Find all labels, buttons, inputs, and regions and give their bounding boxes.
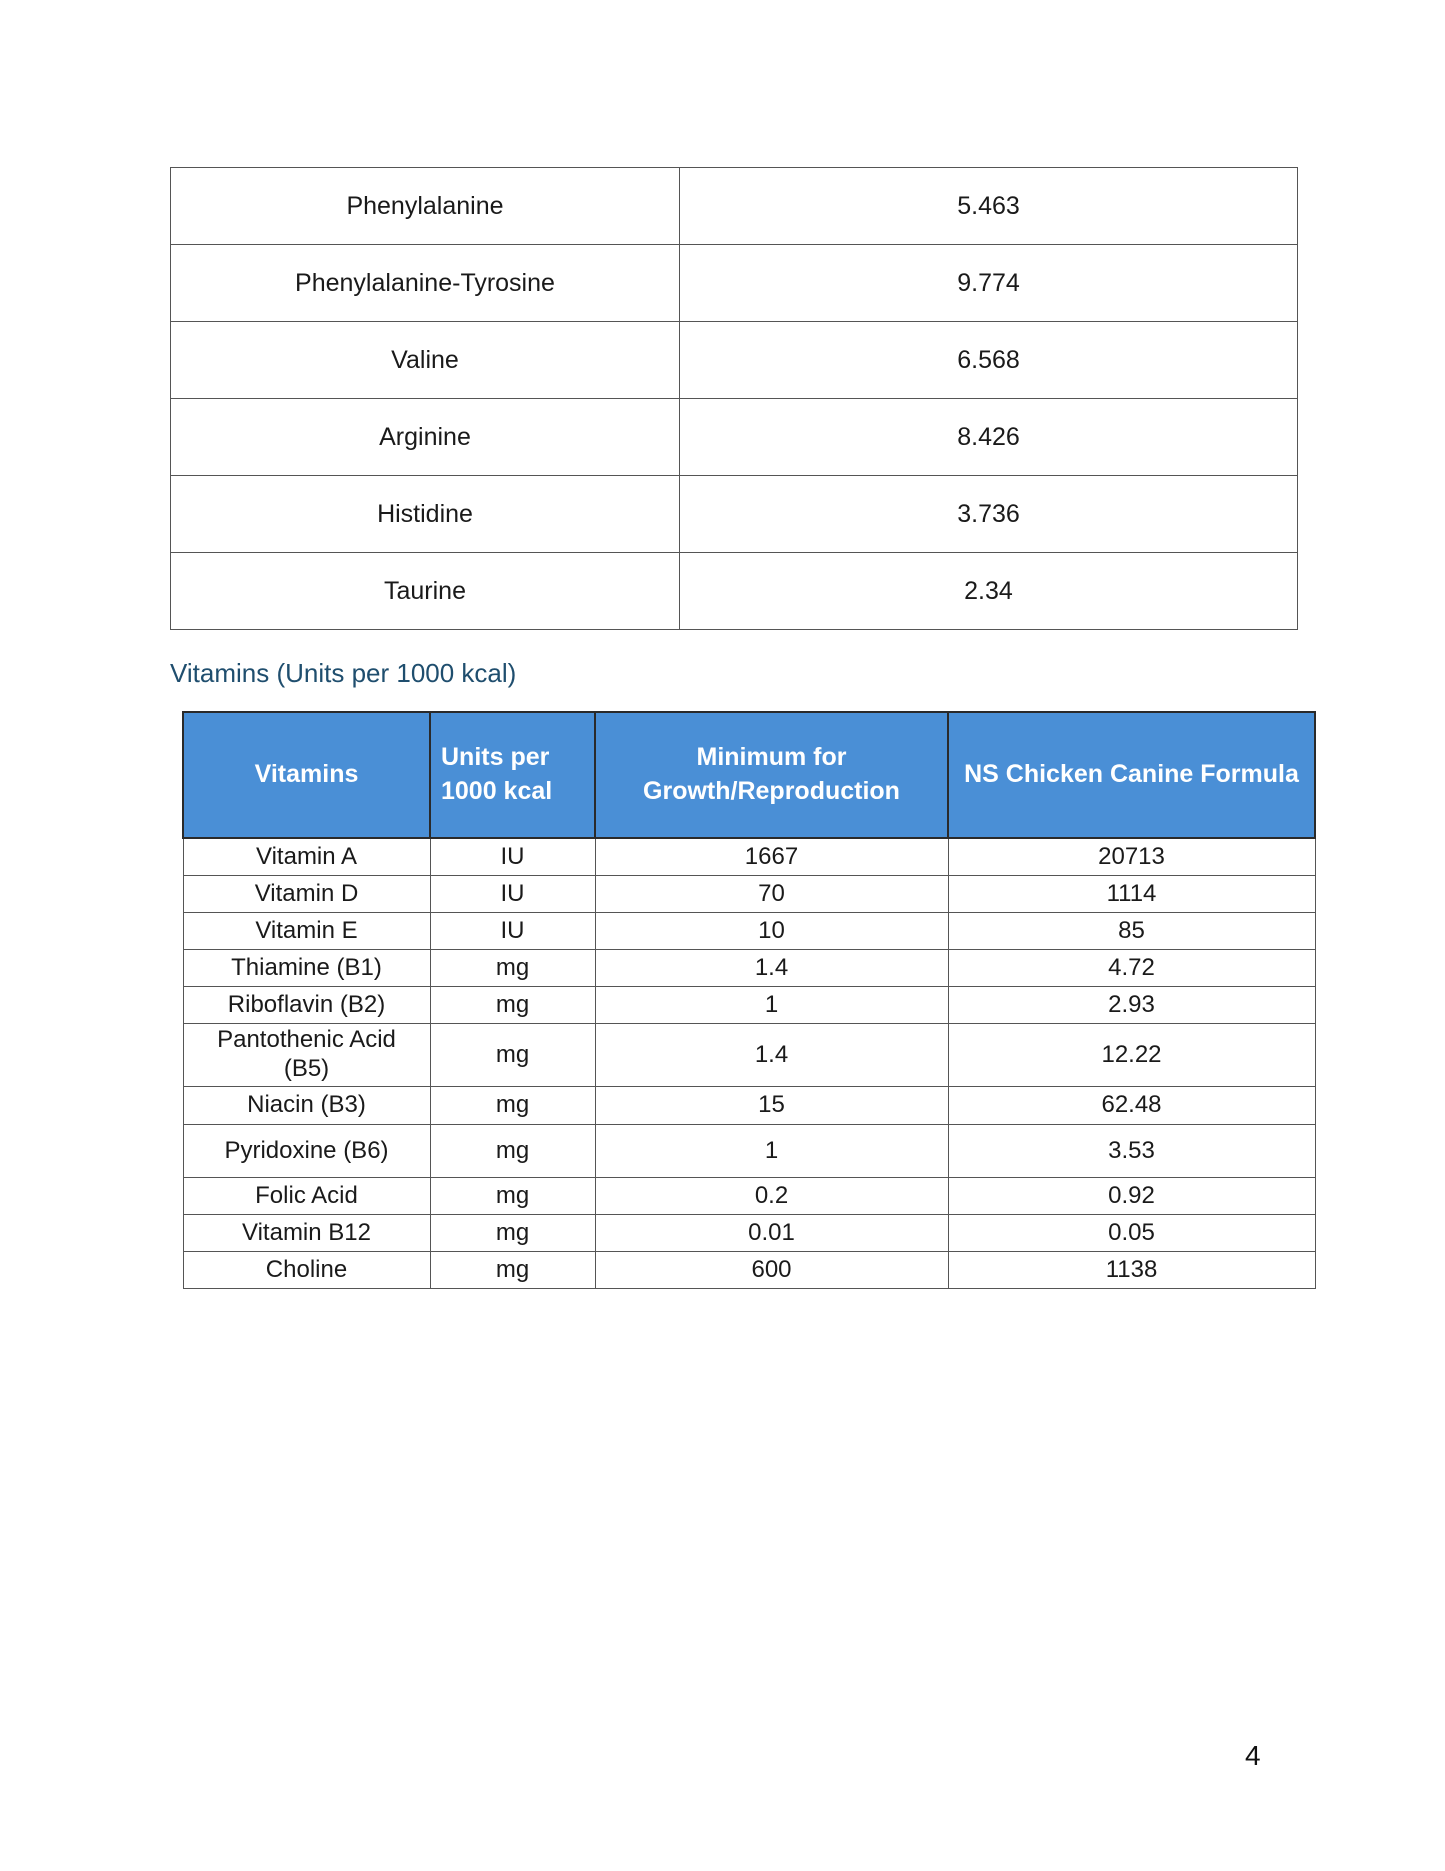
vitamin-unit: mg: [430, 1252, 595, 1289]
vitamin-name: Niacin (B3): [183, 1087, 430, 1125]
vitamin-minimum: 15: [595, 1087, 948, 1125]
vitamin-name: Thiamine (B1): [183, 950, 430, 987]
amino-acid-value: 6.568: [680, 322, 1298, 399]
column-header-ns-formula: NS Chicken Canine Formula: [948, 712, 1315, 838]
vitamin-name: Vitamin B12: [183, 1215, 430, 1252]
table-row: [171, 245, 1298, 322]
table-row: [183, 950, 1315, 987]
vitamin-ns-value: 0.05: [948, 1215, 1315, 1252]
vitamin-minimum: 1.4: [595, 1024, 948, 1087]
table-row: [183, 1252, 1315, 1289]
amino-acid-value: 3.736: [680, 476, 1298, 553]
amino-acid-value: 2.34: [680, 553, 1298, 630]
amino-acid-name: Phenylalanine: [171, 168, 680, 245]
vitamin-ns-value: 2.93: [948, 987, 1315, 1024]
column-header-vitamins: Vitamins: [183, 712, 430, 838]
table-row: [183, 1087, 1315, 1125]
vitamin-minimum: 1667: [595, 838, 948, 876]
vitamin-ns-value: 0.92: [948, 1178, 1315, 1215]
table-row: [183, 1125, 1315, 1178]
vitamin-unit: mg: [430, 1215, 595, 1252]
vitamin-minimum: 1.4: [595, 950, 948, 987]
vitamin-unit: mg: [430, 1087, 595, 1125]
vitamin-unit: IU: [430, 876, 595, 913]
table-row: [183, 876, 1315, 913]
vitamin-name: Pyridoxine (B6): [183, 1125, 430, 1178]
vitamin-ns-value: 20713: [948, 838, 1315, 876]
amino-acid-value: 8.426: [680, 399, 1298, 476]
vitamin-name: Folic Acid: [183, 1178, 430, 1215]
table-row: [183, 1215, 1315, 1252]
vitamin-ns-value: 4.72: [948, 950, 1315, 987]
vitamin-unit: mg: [430, 1024, 595, 1087]
amino-acid-name: Histidine: [171, 476, 680, 553]
table-row: [171, 322, 1298, 399]
page-number: 4: [1245, 1740, 1261, 1771]
vitamin-minimum: 0.01: [595, 1215, 948, 1252]
vitamin-minimum: 600: [595, 1252, 948, 1289]
amino-acid-name: Arginine: [171, 399, 680, 476]
vitamin-ns-value: 1114: [948, 876, 1315, 913]
column-header-minimum: Minimum for Growth/Reproduction: [595, 712, 948, 838]
vitamins-table: [182, 711, 1316, 1289]
vitamin-ns-value: 3.53: [948, 1125, 1315, 1178]
table-row: [183, 913, 1315, 950]
vitamin-unit: mg: [430, 1125, 595, 1178]
vitamin-name: Vitamin E: [183, 913, 430, 950]
amino-acid-name: Valine: [171, 322, 680, 399]
amino-acid-name: Taurine: [171, 553, 680, 630]
vitamin-unit: mg: [430, 950, 595, 987]
amino-acid-value: 9.774: [680, 245, 1298, 322]
vitamin-minimum: 1: [595, 987, 948, 1024]
vitamin-name: Vitamin A: [183, 838, 430, 876]
vitamin-minimum: 10: [595, 913, 948, 950]
vitamin-name: Pantothenic Acid (B5): [183, 1024, 430, 1087]
table-row: [171, 168, 1298, 245]
vitamin-name: Choline: [183, 1252, 430, 1289]
table-row: [171, 553, 1298, 630]
vitamin-ns-value: 12.22: [948, 1024, 1315, 1087]
table-row: [171, 399, 1298, 476]
vitamin-unit: mg: [430, 987, 595, 1024]
table-row: [183, 1024, 1315, 1087]
vitamin-unit: IU: [430, 913, 595, 950]
table-row: [171, 476, 1298, 553]
vitamin-name: Riboflavin (B2): [183, 987, 430, 1024]
table-row: [183, 838, 1315, 876]
table-row: [183, 987, 1315, 1024]
amino-acid-table: [170, 167, 1298, 630]
vitamin-unit: mg: [430, 1178, 595, 1215]
vitamin-minimum: 1: [595, 1125, 948, 1178]
amino-acid-value: 5.463: [680, 168, 1298, 245]
vitamin-unit: IU: [430, 838, 595, 876]
vitamin-minimum: 0.2: [595, 1178, 948, 1215]
vitamin-ns-value: 85: [948, 913, 1315, 950]
vitamin-ns-value: 62.48: [948, 1087, 1315, 1125]
table-row: [183, 1178, 1315, 1215]
vitamin-minimum: 70: [595, 876, 948, 913]
vitamin-ns-value: 1138: [948, 1252, 1315, 1289]
column-header-units: Units per 1000 kcal: [430, 712, 595, 838]
amino-acid-name: Phenylalanine-Tyrosine: [171, 245, 680, 322]
section-heading: Vitamins (Units per 1000 kcal): [170, 658, 517, 688]
vitamin-name: Vitamin D: [183, 876, 430, 913]
table-header-row: [183, 712, 1315, 838]
